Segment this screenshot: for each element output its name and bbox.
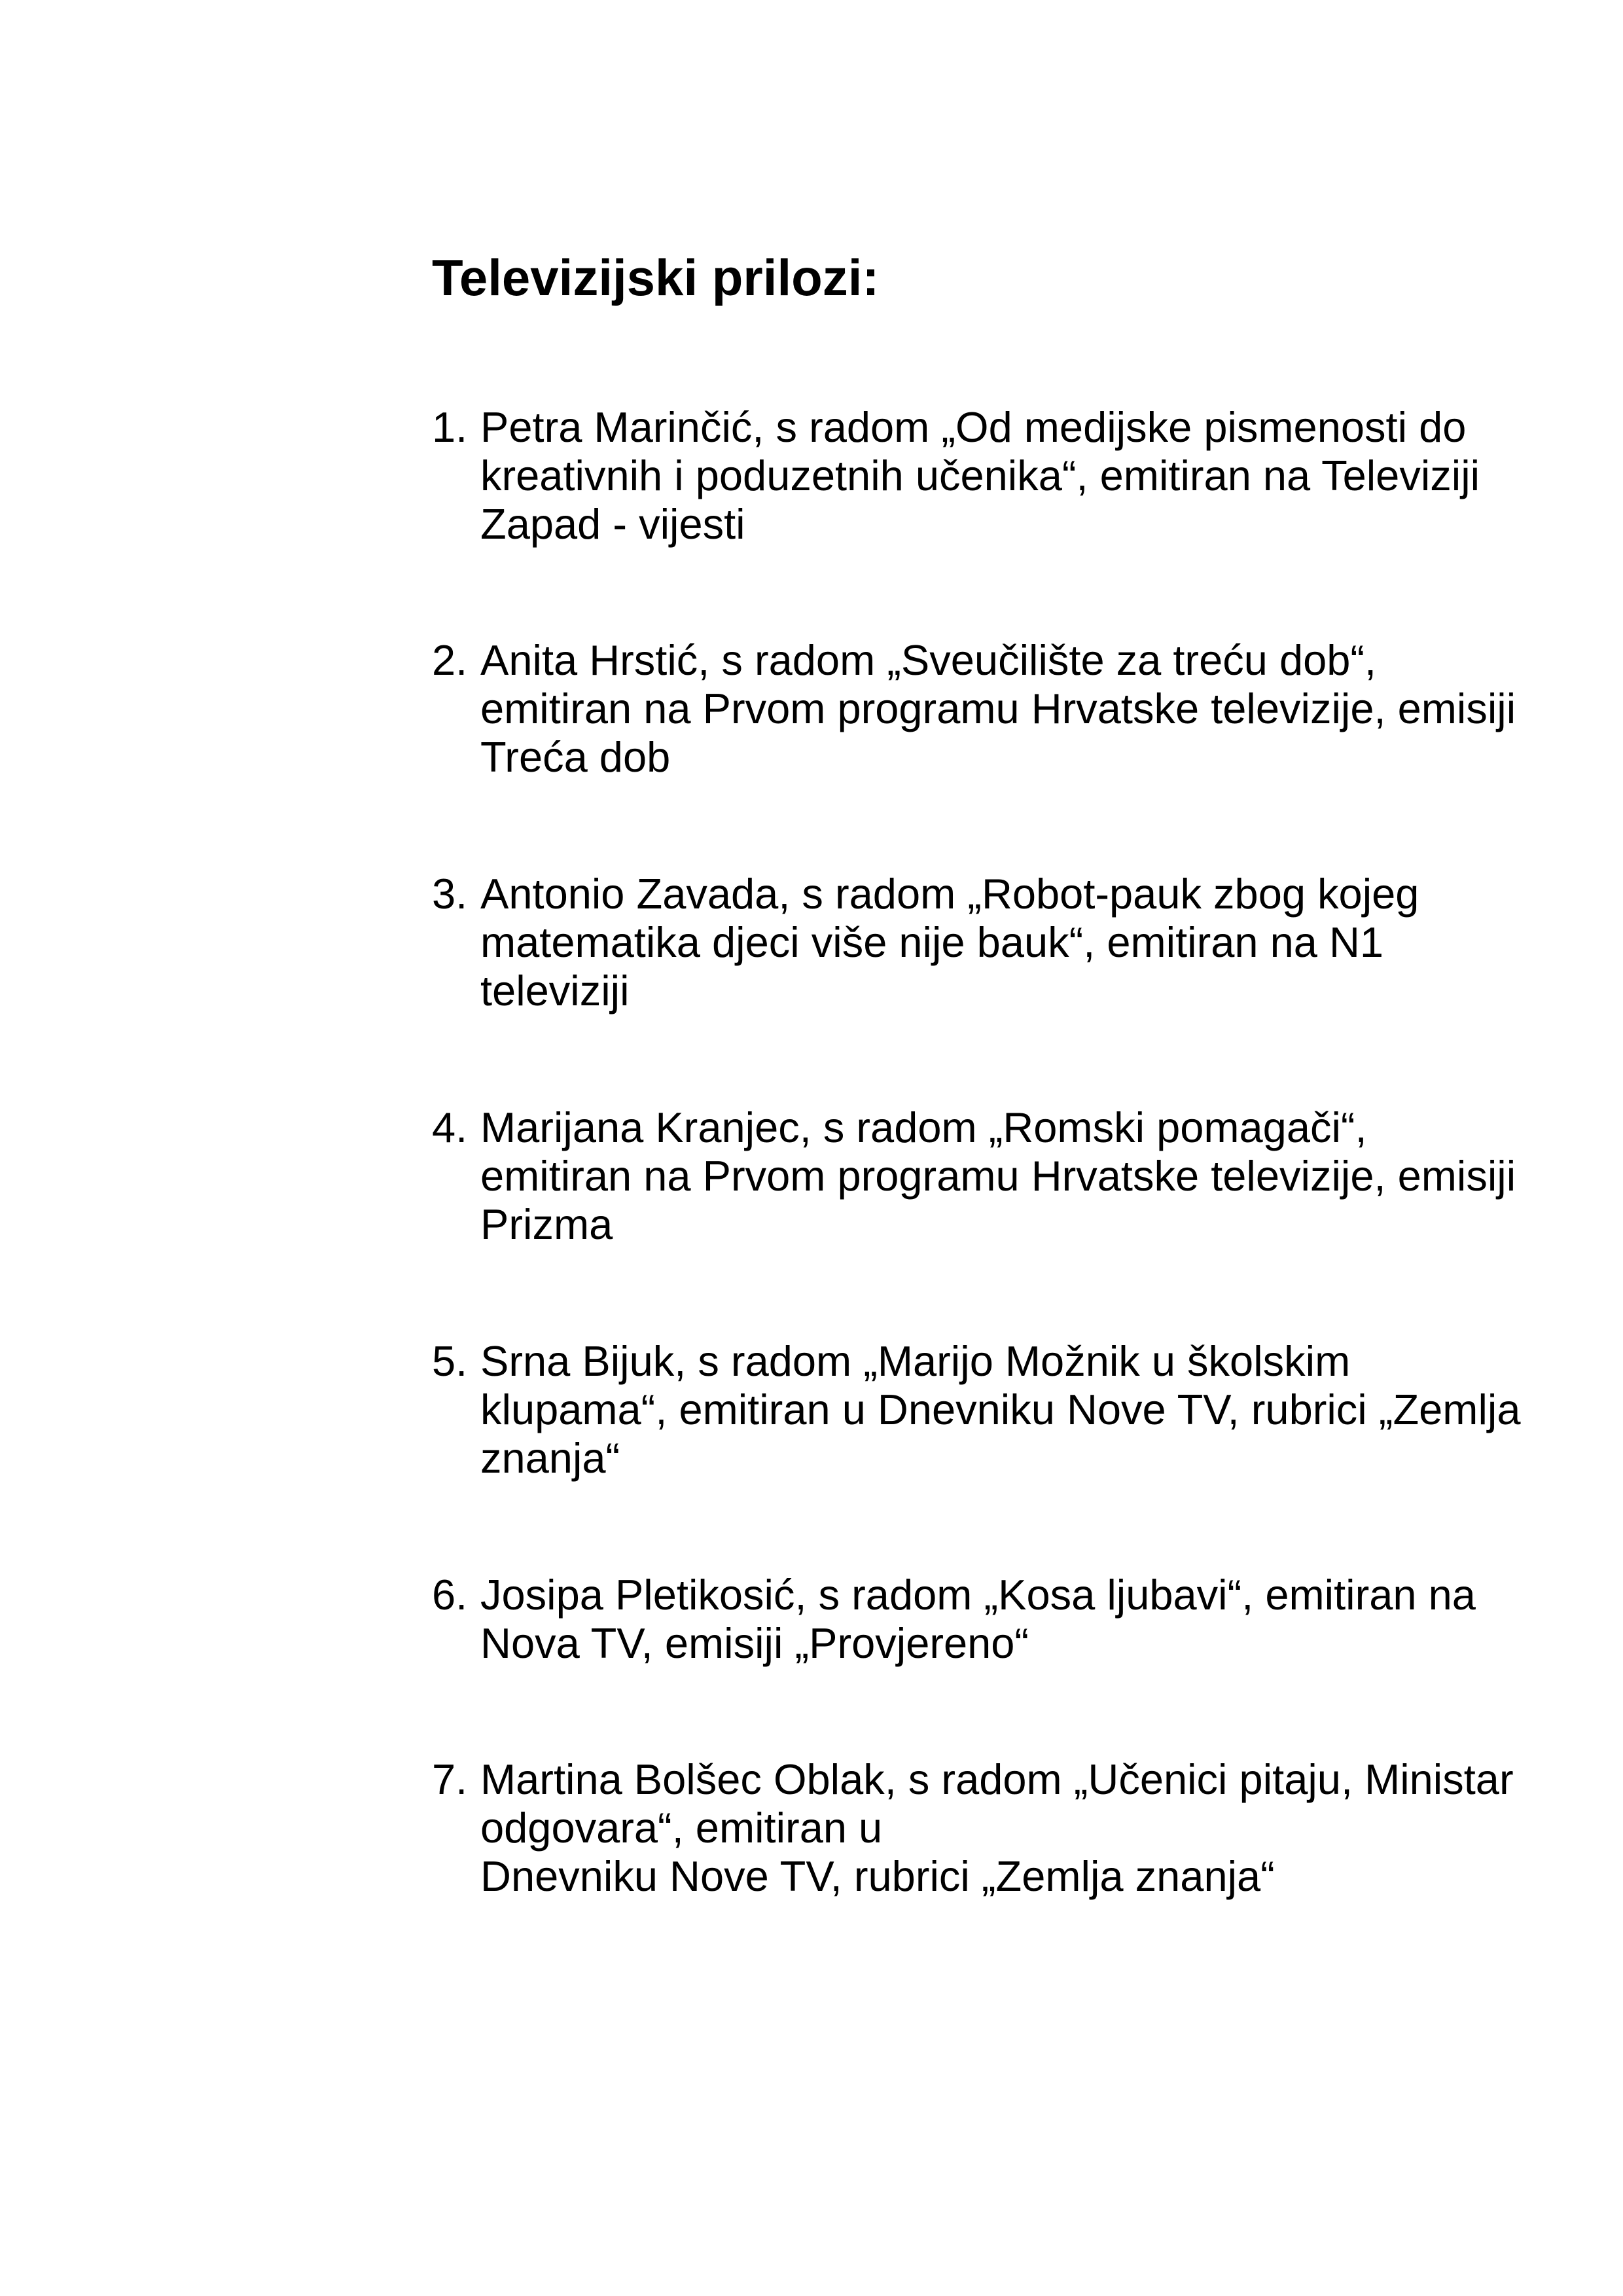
- list-item-number: 1.: [432, 403, 468, 451]
- list-item-line: Anita Hrstić, s radom „Sveučilište za treću dob“,: [480, 636, 1377, 684]
- list-item-text: [480, 1755, 1571, 1901]
- list-item-line: Martina Bolšec Oblak, s radom „Učenici pitaju, Ministar: [480, 1755, 1514, 1803]
- list-item-6: [432, 1571, 1571, 1668]
- list-item-text: [480, 1103, 1571, 1249]
- list-item-7: [432, 1755, 1571, 1901]
- list-item-4: [432, 1103, 1571, 1249]
- list-item-line: emitiran na Prvom programu Hrvatske televizije, emisiji: [480, 685, 1516, 732]
- list-item-line: emitiran na Prvom programu Hrvatske televizije, emisiji: [480, 1152, 1516, 1200]
- list-item-number: 5.: [432, 1337, 468, 1385]
- list-item-line: odgovara“, emitiran u: [480, 1804, 883, 1852]
- list-item-line: Petra Marinčić, s radom „Od medijske pismenosti do: [480, 403, 1467, 451]
- list-item-line: Dnevniku Nove TV, rubrici „Zemlja znanja“: [480, 1852, 1275, 1900]
- list-item-line: Marijana Kranjec, s radom „Romski pomagači“,: [480, 1103, 1367, 1151]
- list-item-line: Antonio Zavada, s radom „Robot-pauk zbog kojeg: [480, 870, 1419, 918]
- list-item-line: Srna Bijuk, s radom „Marijo Možnik u školskim: [480, 1337, 1351, 1385]
- list-item-2: [432, 636, 1571, 781]
- list-item-line: Prizma: [480, 1200, 613, 1248]
- list-item-number: 4.: [432, 1103, 468, 1151]
- list-item-text: [480, 870, 1571, 1015]
- list-item-line: znanja“: [480, 1434, 620, 1482]
- list-item-1: [432, 403, 1571, 548]
- list-item-3: [432, 870, 1571, 1015]
- list-item-number: 7.: [432, 1755, 468, 1803]
- list-item-text: [480, 1337, 1571, 1482]
- list-item-line: televiziji: [480, 967, 630, 1014]
- list-item-line: Zapad - vijesti: [480, 500, 745, 548]
- list-item-line: Josipa Pletikosić, s radom „Kosa ljubavi“, emitiran na: [480, 1571, 1476, 1619]
- list-item-number: 2.: [432, 636, 468, 684]
- list-item-line: Treća dob: [480, 733, 671, 781]
- list-item-text: [480, 1571, 1571, 1668]
- list-item-text: [480, 403, 1571, 548]
- list-item-number: 6.: [432, 1571, 468, 1619]
- list-item-number: 3.: [432, 870, 468, 918]
- list-item-line: klupama“, emitiran u Dnevniku Nove TV, rubrici „Zemlja: [480, 1386, 1521, 1433]
- list-item-line: Nova TV, emisiji „Provjereno“: [480, 1619, 1029, 1667]
- list-item-line: matematika djeci više nije bauk“, emitiran na N1: [480, 918, 1384, 966]
- list-item-text: [480, 636, 1571, 781]
- list-item-5: [432, 1337, 1571, 1482]
- list-item-line: kreativnih i poduzetnih učenika“, emitiran na Televiziji: [480, 452, 1480, 499]
- page-title: Televizijski prilozi:: [432, 249, 880, 306]
